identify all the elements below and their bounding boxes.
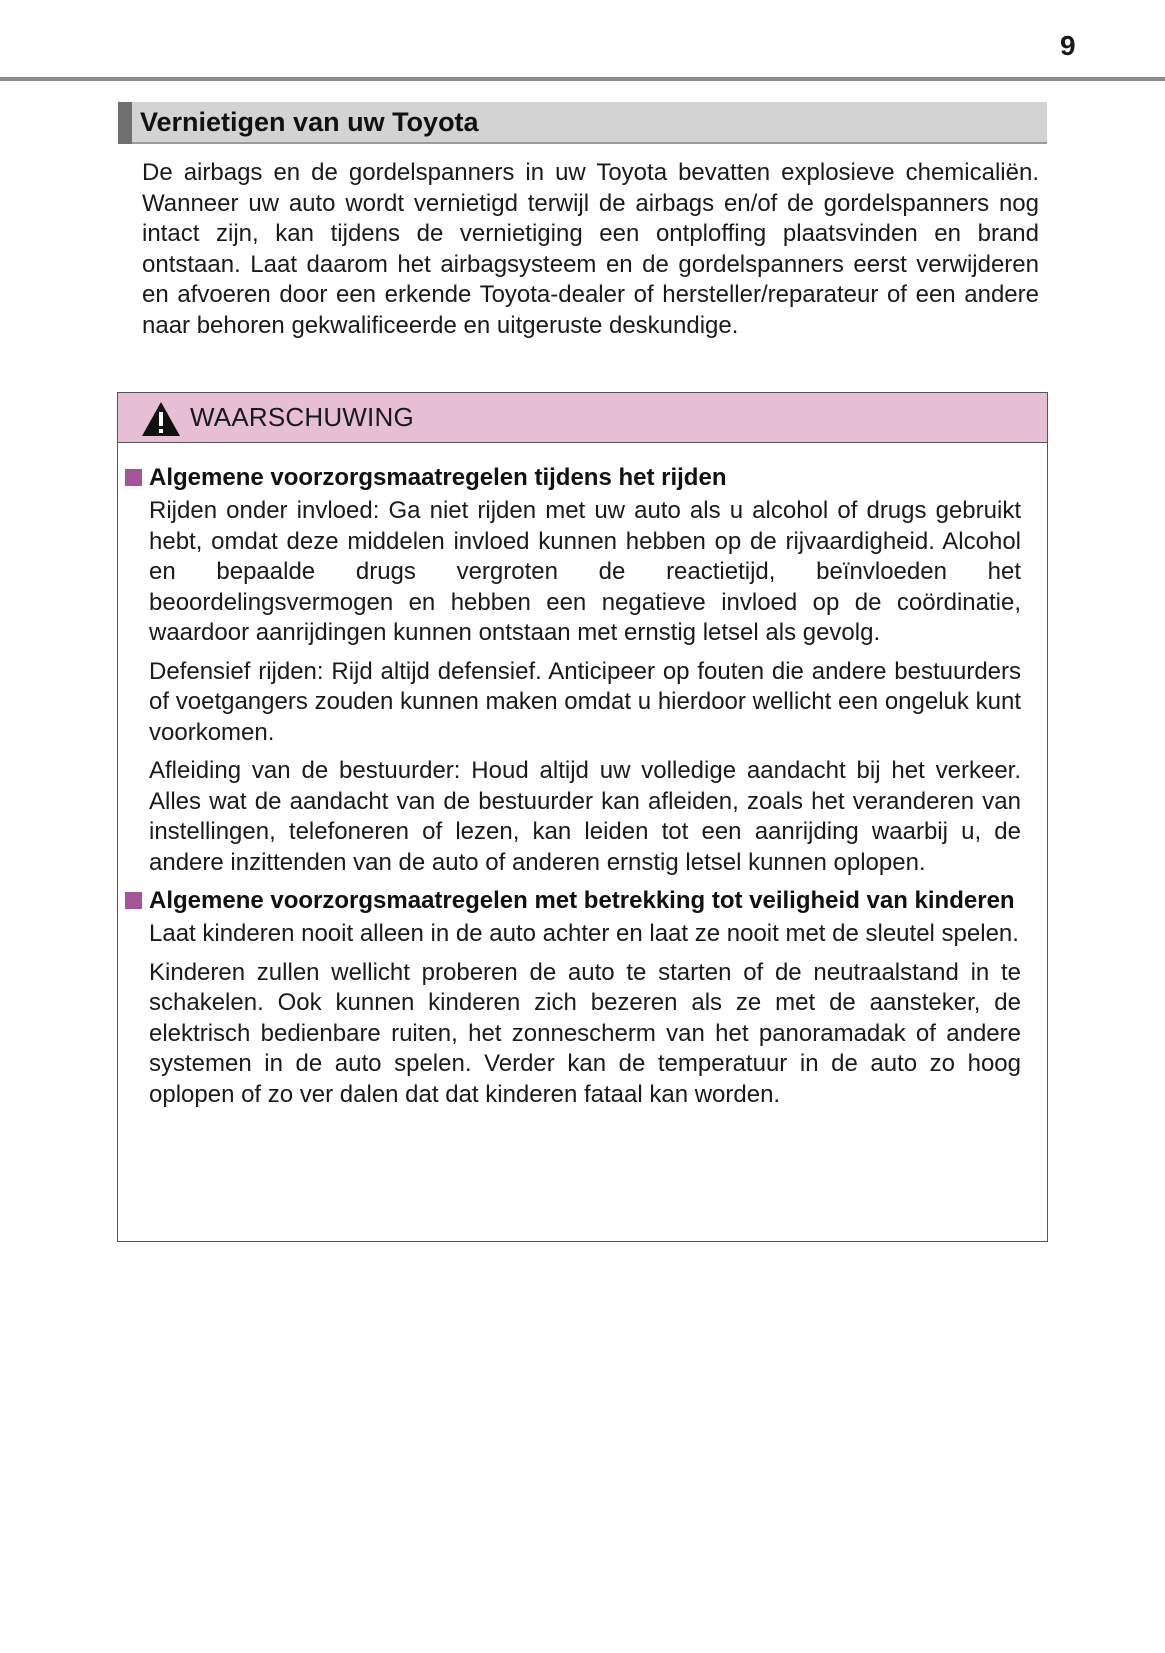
intro-paragraph: De airbags en de gordelspanners in uw Toyota bevatten explosieve chemicaliën. Wanneer uw auto wordt vernietigd terwijl de airbags en/of de gordelspanners nog intact zijn, kan tijdens de vernietiging een ontploffing plaatsvinden en brand ontstaan. Laat daarom het airbagsysteem en de gordelspanners eerst verwijderen en afvoeren door een erkende Toyota-dealer of hersteller/reparateur of een andere naar behoren gekwalificeerde en uitgeruste deskundige. xyxy=(142,159,1039,339)
warning-subheading xyxy=(125,886,1045,916)
warning-paragraph: Kinderen zullen wellicht proberen de auto te starten of de neutraalstand in te schakelen. Ook kunnen kinderen zich bezeren als ze met de aansteker, de elektrisch bedienbare ruiten, het zonnescherm van het panoramadak of andere systemen in de auto spelen. Verder kan de temperatuur in de auto zo hoog oplopen of zo ver dalen dat dat kinderen fataal kan worden. xyxy=(149,958,1021,1108)
warning-paragraph: Rijden onder invloed: Ga niet rijden met uw auto als u alcohol of drugs gebruikt hebt, omdat deze middelen invloed kunnen hebben op de rijvaardigheid. Alcohol en bepaalde drugs vergroten de reactietijd, beïnvloeden het beoordelingsvermogen en hebben een negatieve invloed op de coördinatie, waardoor aanrijdingen kunnen ontstaan met ernstig letsel als gevolg. xyxy=(149,497,1021,646)
header-rule xyxy=(0,77,1165,81)
warning-subheading xyxy=(125,463,1045,493)
page-number: 9 xyxy=(1060,30,1076,61)
bullet-square-icon xyxy=(125,469,142,486)
warning-label: WAARSCHUWING xyxy=(190,402,414,432)
section-header xyxy=(118,102,1047,144)
warning-paragraph: Defensief rijden: Rijd altijd defensief. Anticipeer op fouten die andere bestuurders of voetgangers zouden kunnen maken omdat u hierdoor wellicht een ongeluk kunt voorkomen. xyxy=(149,657,1021,746)
warning-triangle-icon xyxy=(141,401,181,437)
warning-paragraph: Laat kinderen nooit alleen in de auto achter en laat ze nooit met de sleutel spelen. xyxy=(149,920,1019,947)
warning-header xyxy=(118,393,1047,443)
warning-subheading-text: Algemene voorzorgsmaatregelen met betrekking tot veiligheid van kinderen xyxy=(149,887,1015,914)
warning-body xyxy=(125,463,1045,1118)
warning-box xyxy=(117,392,1048,1242)
warning-paragraph: Afleiding van de bestuurder: Houd altijd uw volledige aandacht bij het verkeer. Alles wat de aandacht van de bestuurder kan afleiden, zoals het veranderen van instellingen, telefoneren of lezen, kan leiden tot een aanrijding waarbij u, de andere inzittenden van de auto of anderen ernstig letsel kunnen oplopen. xyxy=(149,757,1021,876)
section-title: Vernietigen van uw Toyota xyxy=(140,107,479,137)
warning-subheading-text: Algemene voorzorgsmaatregelen tijdens het rijden xyxy=(149,464,727,491)
section-header-bar xyxy=(118,102,132,144)
bullet-square-icon xyxy=(125,892,142,909)
